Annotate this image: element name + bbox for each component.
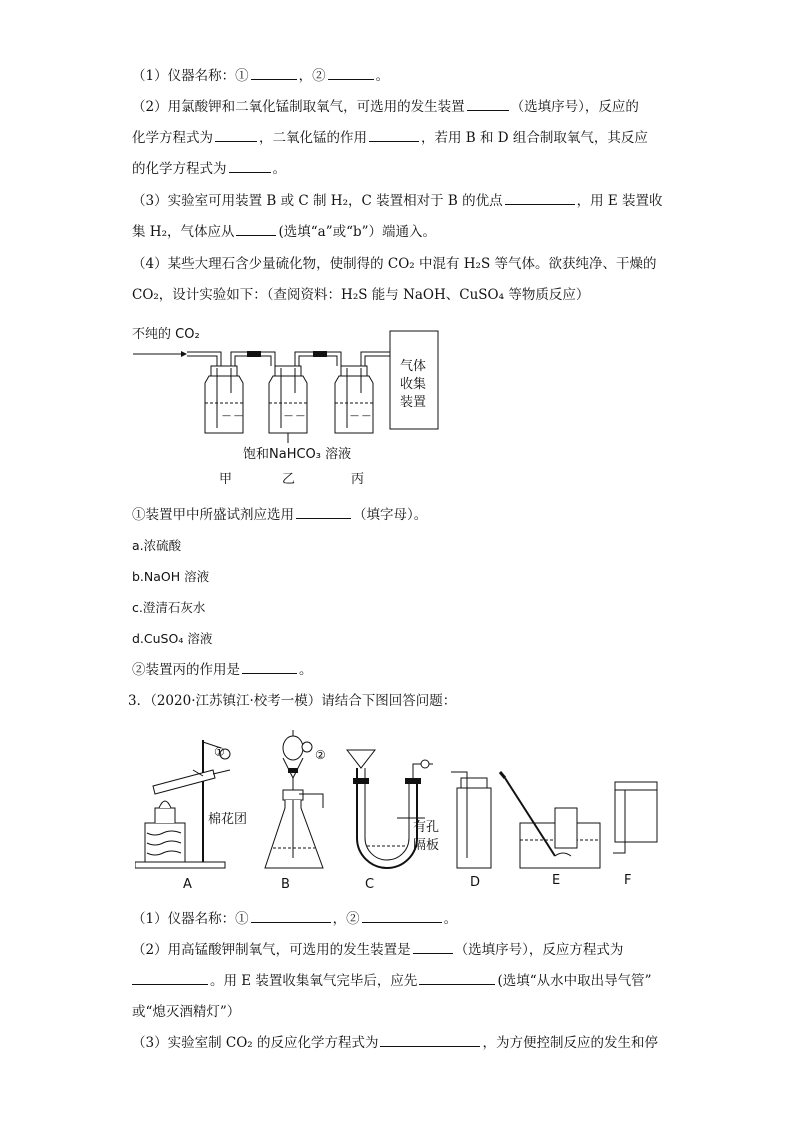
q2-part2-line3 (132, 160, 286, 178)
q3-part3 (132, 1034, 658, 1052)
text: ①装置甲中所盛试剂应选用 (132, 507, 294, 523)
marker-1: ① (214, 745, 225, 759)
label-jia: 甲 (219, 472, 233, 487)
text: ②装置丙的作用是 (132, 662, 240, 678)
option-c[interactable]: c.澄清石灰水 (132, 600, 206, 615)
text: ，二氧化锰的作用 (259, 130, 367, 146)
q3-part2-line1 (132, 941, 623, 959)
q2-sub2 (132, 661, 313, 679)
answer-blank[interactable] (229, 160, 271, 173)
q2-part2-line2 (132, 129, 648, 147)
text: 集 H₂，气体应从 (132, 224, 235, 240)
text: （选填序号），反应方程式为 (454, 942, 624, 958)
text: （2）用高锰酸钾制氧气，可选用的发生装置是 (132, 942, 411, 958)
answer-blank[interactable] (132, 972, 208, 985)
text: (选填“a”或“b”）端通入。 (278, 224, 437, 240)
q3-part2-line2 (132, 972, 652, 990)
collector-label-1: 气体 (400, 359, 427, 374)
label-a: A (183, 877, 192, 892)
q3-part1 (132, 910, 457, 928)
option-a[interactable]: a.浓硫酸 (132, 538, 182, 553)
q2-p1-text2: ，② (298, 68, 326, 84)
answer-blank[interactable] (467, 98, 509, 111)
porous-plate-label-1: 有孔 (413, 820, 440, 835)
text: 。 (299, 662, 313, 678)
answer-blank[interactable] (251, 67, 297, 80)
label-yi: 乙 (282, 472, 296, 487)
impure-co2-label: 不纯的 CO₂ (132, 327, 200, 342)
option-b[interactable]: b.NaOH 溶液 (132, 569, 210, 584)
svg-text:— —: — — (350, 411, 371, 421)
q2-part4-line1: （4）某些大理石含少量硫化物，使制得的 CO₂ 中混有 H₂S 等气体。欲获纯净、干燥的 (132, 256, 657, 272)
q2-p1-text3: 。 (375, 68, 390, 84)
apparatus-f (613, 782, 657, 853)
label-c: C (365, 877, 375, 892)
label-e: E (552, 873, 561, 888)
answer-blank[interactable] (369, 129, 419, 142)
text: 化学方程式为 (132, 130, 213, 146)
text: ，为方便控制反应的发生和停 (482, 1035, 658, 1051)
collector-label-3: 装置 (400, 395, 427, 410)
answer-blank[interactable] (215, 129, 257, 142)
label-f: F (624, 873, 632, 888)
bottle-jia (205, 366, 243, 433)
text: （选填序号），反应的 (510, 99, 639, 115)
text: （3）实验室可用装置 B 或 C 制 H₂，C 装置相对于 B 的优点 (132, 193, 503, 209)
answer-blank[interactable] (413, 941, 453, 954)
answer-blank[interactable] (296, 506, 351, 519)
text: （2）用氯酸钾和二氧化锰制取氧气，可选用的发生装置 (132, 99, 465, 115)
text: （填字母）。 (353, 507, 428, 523)
nahco3-solution-label: 饱和NaHCO₃ 溶液 (243, 447, 352, 462)
answer-blank[interactable] (419, 972, 495, 985)
wash-bottle-figure (125, 323, 445, 488)
answer-blank[interactable] (236, 223, 276, 236)
label-d: D (470, 875, 481, 890)
text: ，② (332, 911, 360, 927)
option-d[interactable]: d.CuSO₄ 溶液 (132, 631, 213, 646)
text: (选填“从水中取出导气管” (497, 973, 652, 989)
text: 。 (272, 161, 286, 177)
q3-part2-line3: 或“熄灭酒精灯”） (132, 1004, 241, 1020)
apparatus-e (500, 772, 600, 868)
answer-blank[interactable] (328, 67, 374, 80)
apparatus-a (135, 740, 230, 868)
bottle-yi (269, 366, 307, 443)
text: （3）实验室制 CO₂ 的反应化学方程式为 (132, 1035, 379, 1051)
q2-part2-line1 (132, 98, 639, 116)
q3-heading: 3．（2020·江苏镇江·校考一模）请结合下图回答问题： (128, 693, 457, 709)
answer-blank[interactable] (362, 910, 442, 923)
text: 的化学方程式为 (132, 161, 227, 177)
answer-blank[interactable] (251, 910, 331, 923)
marker-2: ② (315, 748, 326, 762)
q2-part3-line1 (132, 192, 663, 210)
text: 。用 E 装置收集氧气完毕后，应先 (210, 973, 418, 989)
q2-part3-line2 (132, 223, 436, 241)
label-bing: 丙 (351, 472, 365, 487)
text: 。 (443, 911, 458, 927)
text: （1）仪器名称：① (132, 911, 249, 927)
cotton-label: 棉花团 (208, 812, 248, 827)
q2-sub1 (132, 506, 427, 524)
porous-plate-label-2: 隔板 (413, 838, 440, 853)
apparatus-d (451, 772, 491, 868)
bottle-bing (335, 366, 373, 433)
answer-blank[interactable] (242, 661, 297, 674)
q2-part4-line2: CO₂，设计实验如下：（查阅资料：H₂S 能与 NaOH、CuSO₄ 等物质反应） (132, 287, 590, 303)
svg-text:— —: — — (222, 411, 243, 421)
text: ，用 E 装置收 (576, 193, 663, 209)
answer-blank[interactable] (505, 192, 575, 205)
label-b: B (281, 877, 290, 892)
answer-blank[interactable] (380, 1034, 480, 1047)
svg-text:— —: — — (284, 411, 305, 421)
q2-part1 (132, 67, 389, 85)
collector-label-2: 收集 (400, 377, 427, 392)
text: ，若用 B 和 D 组合制取氧气，其反应 (421, 130, 648, 146)
q2-p1-text: （1）仪器名称：① (132, 68, 249, 84)
